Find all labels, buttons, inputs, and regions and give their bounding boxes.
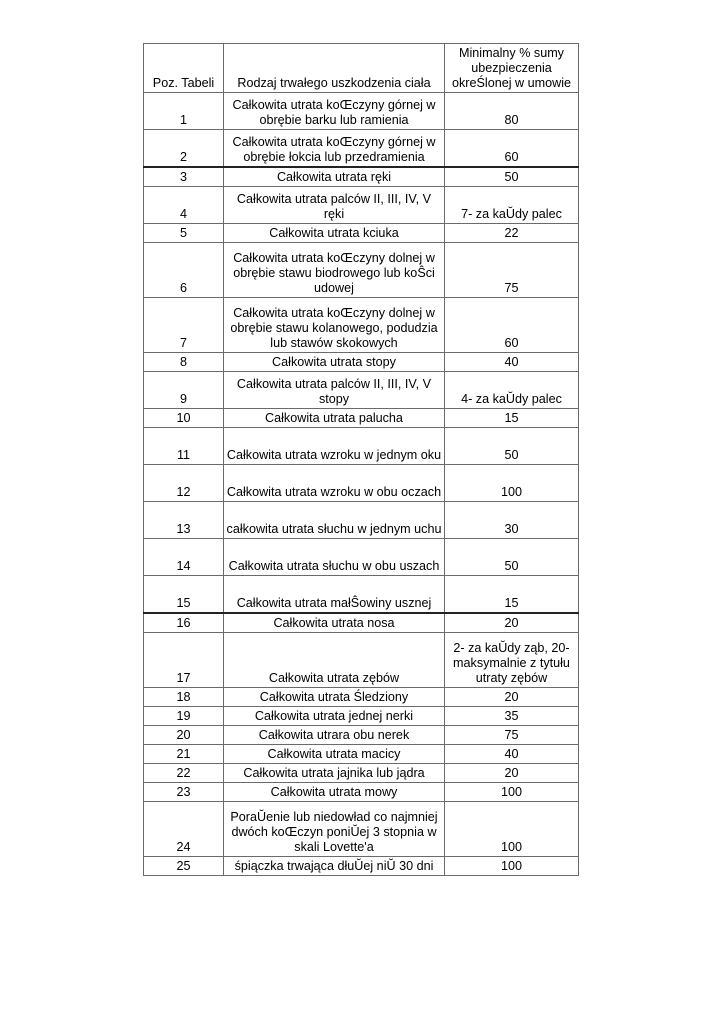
cell-procent: 15 bbox=[445, 576, 579, 614]
cell-procent: 2- za kaŬdy ząb, 20- maksymalnie z tytułu utraty zębów bbox=[445, 633, 579, 688]
table-row bbox=[144, 802, 579, 857]
cell-poz: 19 bbox=[144, 707, 224, 726]
cell-procent: 35 bbox=[445, 707, 579, 726]
cell-poz: 7 bbox=[144, 298, 224, 353]
table-row bbox=[144, 353, 579, 372]
cell-rodzaj: Całkowita utrata mowy bbox=[224, 783, 445, 802]
cell-poz: 9 bbox=[144, 372, 224, 409]
cell-procent: 7- za kaŬdy palec bbox=[445, 187, 579, 224]
cell-poz: 2 bbox=[144, 130, 224, 168]
table-row bbox=[144, 298, 579, 353]
cell-poz: 5 bbox=[144, 224, 224, 243]
cell-procent: 15 bbox=[445, 409, 579, 428]
table-row bbox=[144, 243, 579, 298]
cell-procent: 40 bbox=[445, 353, 579, 372]
cell-procent: 50 bbox=[445, 428, 579, 465]
cell-poz: 22 bbox=[144, 764, 224, 783]
cell-procent: 100 bbox=[445, 857, 579, 876]
cell-procent: 80 bbox=[445, 93, 579, 130]
cell-rodzaj: Całkowita utrata słuchu w obu uszach bbox=[224, 539, 445, 576]
cell-procent: 100 bbox=[445, 465, 579, 502]
header-rodzaj: Rodzaj trwałego uszkodzenia ciała bbox=[224, 44, 445, 93]
cell-procent: 20 bbox=[445, 613, 579, 633]
cell-poz: 24 bbox=[144, 802, 224, 857]
cell-poz: 20 bbox=[144, 726, 224, 745]
cell-procent: 75 bbox=[445, 243, 579, 298]
table-row bbox=[144, 726, 579, 745]
cell-procent: 40 bbox=[445, 745, 579, 764]
table-row bbox=[144, 465, 579, 502]
cell-procent: 50 bbox=[445, 539, 579, 576]
cell-rodzaj: Całkowita utrata ręki bbox=[224, 167, 445, 187]
cell-poz: 21 bbox=[144, 745, 224, 764]
cell-rodzaj: Całkowita utrata palców II, III, IV, V stopy bbox=[224, 372, 445, 409]
table-row bbox=[144, 745, 579, 764]
table-row bbox=[144, 502, 579, 539]
cell-rodzaj: Całkowita utrara obu nerek bbox=[224, 726, 445, 745]
cell-rodzaj: Całkowita utrata macicy bbox=[224, 745, 445, 764]
cell-rodzaj: Całkowita utrata koŒczyny dolnej w obrębie stawu biodrowego lub koŜci udowej bbox=[224, 243, 445, 298]
cell-poz: 11 bbox=[144, 428, 224, 465]
cell-rodzaj: Całkowita utrata koŒczyny górnej w obrębie łokcia lub przedramienia bbox=[224, 130, 445, 168]
header-poz: Poz. Tabeli bbox=[144, 44, 224, 93]
cell-rodzaj: Całkowita utrata kciuka bbox=[224, 224, 445, 243]
table-row bbox=[144, 93, 579, 130]
cell-rodzaj: Całkowita utrata zębów bbox=[224, 633, 445, 688]
cell-procent: 100 bbox=[445, 783, 579, 802]
table-row bbox=[144, 688, 579, 707]
table-row bbox=[144, 539, 579, 576]
cell-rodzaj: Całkowita utrata wzroku w jednym oku bbox=[224, 428, 445, 465]
cell-poz: 10 bbox=[144, 409, 224, 428]
cell-poz: 16 bbox=[144, 613, 224, 633]
table-row bbox=[144, 428, 579, 465]
cell-poz: 8 bbox=[144, 353, 224, 372]
cell-rodzaj: Całkowita utrata jednej nerki bbox=[224, 707, 445, 726]
table-row bbox=[144, 576, 579, 614]
cell-rodzaj: Całkowita utrata nosa bbox=[224, 613, 445, 633]
cell-rodzaj: Całkowita utrata jajnika lub jądra bbox=[224, 764, 445, 783]
cell-rodzaj: Całkowita utrata koŒczyny górnej w obrębie barku lub ramienia bbox=[224, 93, 445, 130]
cell-procent: 75 bbox=[445, 726, 579, 745]
cell-poz: 4 bbox=[144, 187, 224, 224]
cell-poz: 23 bbox=[144, 783, 224, 802]
cell-poz: 18 bbox=[144, 688, 224, 707]
cell-poz: 15 bbox=[144, 576, 224, 614]
cell-rodzaj: Całkowita utrata koŒczyny dolnej w obrębie stawu kolanowego, podudzia lub stawów skokowych bbox=[224, 298, 445, 353]
table-row bbox=[144, 130, 579, 168]
cell-procent: 60 bbox=[445, 298, 579, 353]
injury-table bbox=[143, 43, 579, 876]
table-row bbox=[144, 707, 579, 726]
table-row bbox=[144, 613, 579, 633]
cell-poz: 14 bbox=[144, 539, 224, 576]
table-header-row bbox=[144, 44, 579, 93]
cell-procent: 50 bbox=[445, 167, 579, 187]
cell-poz: 17 bbox=[144, 633, 224, 688]
table-row bbox=[144, 224, 579, 243]
cell-poz: 25 bbox=[144, 857, 224, 876]
cell-poz: 1 bbox=[144, 93, 224, 130]
cell-procent: 20 bbox=[445, 688, 579, 707]
cell-procent: 100 bbox=[445, 802, 579, 857]
cell-rodzaj: Całkowita utrata wzroku w obu oczach bbox=[224, 465, 445, 502]
table-row bbox=[144, 633, 579, 688]
cell-rodzaj: Całkowita utrata małŜowiny usznej bbox=[224, 576, 445, 614]
table-row bbox=[144, 783, 579, 802]
table-row bbox=[144, 409, 579, 428]
cell-poz: 13 bbox=[144, 502, 224, 539]
table-row bbox=[144, 187, 579, 224]
cell-rodzaj: Całkowita utrata stopy bbox=[224, 353, 445, 372]
cell-rodzaj: śpiączka trwająca dłuŬej niŬ 30 dni bbox=[224, 857, 445, 876]
table-row bbox=[144, 764, 579, 783]
cell-poz: 6 bbox=[144, 243, 224, 298]
table-row bbox=[144, 167, 579, 187]
cell-rodzaj: Całkowita utrata palców II, III, IV, V ręki bbox=[224, 187, 445, 224]
cell-procent: 60 bbox=[445, 130, 579, 168]
cell-rodzaj: całkowita utrata słuchu w jednym uchu bbox=[224, 502, 445, 539]
cell-poz: 3 bbox=[144, 167, 224, 187]
cell-procent: 22 bbox=[445, 224, 579, 243]
cell-procent: 20 bbox=[445, 764, 579, 783]
cell-procent: 4- za kaŬdy palec bbox=[445, 372, 579, 409]
cell-rodzaj: Całkowita utrata Śledziony bbox=[224, 688, 445, 707]
table-row bbox=[144, 372, 579, 409]
cell-procent: 30 bbox=[445, 502, 579, 539]
header-procent: Minimalny % sumy ubezpieczenia okreŚlonej w umowie bbox=[445, 44, 579, 93]
cell-poz: 12 bbox=[144, 465, 224, 502]
cell-rodzaj: Całkowita utrata palucha bbox=[224, 409, 445, 428]
table-row bbox=[144, 857, 579, 876]
cell-rodzaj: PoraŬenie lub niedowład co najmniej dwóch koŒczyn poniŬej 3 stopnia w skali Lovette'a bbox=[224, 802, 445, 857]
